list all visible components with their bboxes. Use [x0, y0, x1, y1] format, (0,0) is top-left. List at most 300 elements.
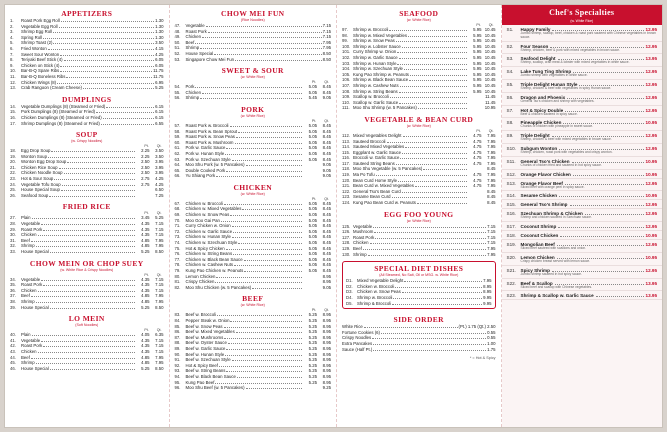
dot-leader — [224, 327, 302, 328]
item-price: 8.50 — [322, 56, 332, 62]
dot-leader — [36, 302, 135, 303]
specialty-number: S7. — [506, 107, 514, 113]
item-name: Shrimp w. Hunan Style — [353, 60, 397, 66]
item-name: Crispy Chicken — [185, 279, 215, 285]
item-number: 6. — [10, 45, 14, 51]
item-number: 51. — [174, 45, 181, 51]
item-price-pint: 4.85 — [141, 243, 150, 249]
item-price: 7.95 — [322, 45, 332, 51]
section-special-diet — [342, 261, 496, 309]
dot-leader — [415, 186, 467, 187]
item-name: Beef — [21, 354, 30, 360]
item-price-pint: 4.85 — [141, 360, 150, 366]
item-name: Mixed Vegetable Delight — [357, 278, 404, 284]
item-name: Shrimp — [21, 298, 35, 304]
specialty-price: 12.95 — [645, 242, 658, 248]
item-number: 43. — [10, 348, 16, 354]
item-number: 52. — [174, 50, 181, 56]
item-number: 79. — [174, 268, 181, 273]
item-price-pint: 5.05 — [308, 84, 318, 90]
item-name: Pork w. Garlic Sauce — [185, 145, 226, 151]
specialty-name: Spicy Shrimp — [520, 267, 550, 273]
item-name: Seafood Soup — [21, 192, 49, 198]
item-number: 115. — [342, 149, 351, 155]
item-price-pint: 4.75 — [473, 138, 482, 144]
item-name: Chicken — [21, 348, 37, 354]
item-name: House Special — [21, 365, 49, 371]
specialty-name: Sesame Chicken — [520, 193, 558, 199]
dot-leader — [244, 271, 302, 272]
item-price-pint: 5.95 — [473, 54, 482, 60]
dot-leader — [399, 103, 466, 104]
dot-leader — [216, 277, 302, 278]
dot-leader — [36, 363, 135, 364]
item-price: 6.55 — [155, 120, 164, 126]
section-subtitle: (Soft Noodles) — [75, 323, 99, 328]
item-name: Sauteed Mixed Vegetables — [353, 144, 405, 150]
size-header-pint: Pt. — [144, 272, 149, 277]
item-name: Plain — [21, 332, 31, 338]
item-name: Vegetable — [353, 223, 373, 229]
item-number: 45. — [10, 360, 16, 366]
item-number: 76. — [174, 251, 181, 257]
item-number: 21. — [10, 164, 16, 170]
dot-leader — [235, 143, 303, 144]
item-price-quart: 8.95 — [322, 345, 332, 351]
item-price-quart: 8.95 — [322, 351, 332, 357]
item-name: Shrimp Dumplings (8) (Steamed or Fried) — [21, 120, 100, 126]
item-price-pint: 5.05 — [308, 240, 318, 246]
item-number: 129. — [342, 246, 351, 251]
item-price: 7.15 — [487, 223, 496, 229]
item-number: 5. — [10, 40, 14, 46]
item-number: 11. — [10, 73, 16, 79]
item-number: 71. — [174, 223, 181, 229]
item-number: 69. — [174, 212, 181, 218]
item-price: 9.95 — [483, 300, 492, 306]
item-number: 41. — [10, 337, 16, 343]
specialty-price: 13.95 — [645, 280, 658, 286]
item-price-quart: 8.45 — [322, 212, 332, 218]
item-name: White Rice — [342, 324, 363, 330]
item-price-pint: 5.25 — [308, 368, 318, 374]
item-number: 1. — [10, 18, 14, 23]
item-number: 54. — [174, 84, 181, 90]
dot-leader — [596, 296, 644, 297]
size-header-quart: Qt. — [156, 144, 162, 149]
specialty-price: 10.95 — [645, 120, 658, 126]
specialty-number: S18. — [506, 233, 516, 239]
item-number: 83. — [174, 312, 181, 318]
item-number: 7. — [10, 51, 14, 57]
section-title: SIDE ORDER — [393, 315, 444, 325]
specialty-description: Crispy chicken breast served with lemon sauce. — [520, 258, 591, 263]
dot-leader — [83, 88, 154, 89]
item-name: Spring Roll — [21, 34, 43, 40]
dot-leader — [202, 37, 322, 38]
dot-leader — [373, 227, 486, 228]
specialty-item — [502, 80, 662, 93]
item-name: Beef w. Snow Peas — [185, 323, 223, 329]
dot-leader — [236, 137, 302, 138]
item-number: 97. — [342, 27, 348, 32]
dot-leader — [397, 64, 466, 65]
specialty-description: Shrimp, chicken, roast pork with vegetables and crispy wonton. — [520, 149, 613, 154]
size-header-pint: Pt. — [311, 80, 317, 85]
dot-leader — [225, 154, 302, 155]
size-header-quart: Qt. — [324, 80, 330, 85]
dot-leader — [43, 346, 134, 347]
item-name: Chicken Dumplings (8) (Steamed or Fried) — [21, 114, 102, 120]
item-price-pint: 5.05 — [308, 234, 318, 240]
item-price-quart: 7.15 — [155, 282, 164, 288]
dot-leader — [48, 157, 135, 158]
item-name: Teriyaki Beef Stick (4) — [21, 57, 63, 63]
dot-leader — [38, 291, 135, 292]
specialty-number: S22. — [506, 280, 516, 286]
item-price-quart: 8.45 — [322, 122, 332, 128]
item-name: Wonton Egg Drop Soup — [21, 159, 67, 165]
item-number: 75. — [174, 245, 181, 251]
specialty-item — [502, 170, 662, 179]
item-name: Chicken — [353, 240, 369, 246]
item-number: 64. — [174, 162, 181, 168]
item-price-quart: 10.45 — [484, 71, 496, 77]
specialty-item — [502, 200, 662, 209]
item-price-quart: 7.95 — [155, 360, 164, 366]
item-price: 7.15 — [487, 234, 496, 240]
specialty-item — [502, 291, 662, 300]
dot-leader — [224, 204, 302, 205]
item-price-quart: 8.45 — [322, 150, 332, 156]
item-price: 6.15 — [155, 103, 164, 109]
dot-leader — [387, 142, 467, 143]
dot-leader — [51, 151, 134, 152]
dot-leader — [395, 287, 482, 288]
item-name: Sweet Sour Wonton — [21, 51, 60, 57]
item-price-quart: 9.25 — [322, 385, 332, 391]
section-subtitle: (w. White Rice) — [240, 303, 265, 308]
item-name: Extra Pancakes — [342, 340, 373, 346]
specialty-name: Orange Flavor Beef — [520, 180, 563, 186]
item-name: Chicken Wings (8) — [21, 79, 57, 85]
dot-leader — [404, 281, 482, 282]
item-number: D5. — [346, 300, 353, 306]
item-number: 104. — [342, 66, 351, 72]
item-price-quart: 8.45 — [322, 217, 332, 223]
specialty-name: Pineapple Chicken — [520, 120, 562, 126]
dot-leader — [60, 55, 154, 56]
item-price-pint: 5.25 — [141, 249, 150, 254]
specialty-price: 12.95 — [645, 145, 658, 151]
item-number: 18. — [10, 148, 16, 154]
item-price-pint: 5.05 — [308, 245, 318, 251]
dot-leader — [53, 32, 154, 33]
item-price-pint: 2.50 — [141, 170, 150, 176]
dot-leader — [364, 327, 458, 328]
item-name: Fried Wonton — [21, 45, 47, 51]
item-name: Double Cooked Pork — [185, 167, 226, 173]
item-number: 49. — [174, 34, 181, 40]
dot-leader — [208, 32, 322, 33]
item-number: 15. — [10, 109, 16, 115]
specialty-number: S21. — [506, 267, 516, 273]
item-number: 2. — [10, 23, 14, 29]
item-number: 114. — [342, 144, 351, 150]
size-header-pint: Pt. — [311, 308, 317, 313]
menu-column-1 — [5, 5, 170, 427]
item-price-pint: 5.25 — [308, 317, 318, 323]
menu-item — [10, 305, 164, 311]
item-price-quart: 8.95 — [322, 362, 332, 368]
item-price-quart: 9.05 — [322, 173, 332, 179]
specialty-line — [507, 193, 657, 198]
item-price-quart: 7.95 — [487, 172, 496, 178]
specialty-price: 12.95 — [645, 211, 658, 217]
dot-leader — [61, 21, 154, 22]
item-name: Egg Drop Soup — [21, 148, 51, 154]
chef-specialties-subtitle: (w. White Rice) — [502, 19, 662, 25]
dot-leader — [402, 153, 467, 154]
item-number: 70. — [174, 217, 181, 223]
item-price-pint: 4.85 — [141, 298, 150, 304]
item-price-quart: 7.15 — [155, 287, 164, 293]
item-name: Roast Pork — [185, 28, 207, 34]
dot-leader — [398, 181, 467, 182]
specialty-item — [502, 67, 662, 80]
dot-leader — [228, 343, 302, 344]
item-name: Kung Pao Shrimp w. Peanuts — [353, 71, 409, 77]
item-price: 7.15 — [322, 23, 332, 28]
specialty-price: 10.95 — [645, 254, 658, 260]
item-name: Chicken w. Szechuan Style — [185, 240, 238, 246]
dot-leader — [230, 215, 302, 216]
item-name: Singapore Chow Mei Fun — [185, 56, 235, 62]
item-number: 90. — [174, 351, 181, 357]
item-number: 33. — [10, 249, 16, 254]
item-price-pint: 4.85 — [141, 354, 150, 360]
menu-item — [342, 200, 496, 206]
specialty-name: Mongolian Beef — [520, 242, 555, 248]
item-price-quart: 11.45 — [485, 99, 496, 105]
dot-leader — [31, 296, 135, 297]
dot-leader — [232, 226, 302, 227]
specialty-number: S10. — [506, 145, 516, 151]
specialty-item — [502, 118, 662, 131]
dot-leader — [195, 43, 321, 44]
specialty-description: Jumbo shrimp sauteed in hot spicy sauce. — [520, 271, 582, 276]
item-name: Roast Pork w. Broccoli — [185, 122, 229, 128]
item-number: 91. — [174, 357, 181, 363]
item-price-quart: 8.95 — [322, 279, 332, 285]
item-price-pint: 5.95 — [473, 82, 482, 88]
item-price-quart: 7.15 — [155, 226, 164, 232]
size-header-pint: Pt. — [476, 23, 481, 27]
item-number: 13. — [10, 85, 16, 91]
specialty-price: 10.95 — [645, 171, 658, 177]
item-price-quart: 7.25 — [155, 192, 164, 198]
specialty-description: Chunks of chicken with pineapple in sweet sauce. — [520, 124, 594, 129]
item-name: Mixed Vegetables Delight — [353, 132, 402, 138]
item-name: Ma Po Tofu — [353, 172, 375, 178]
item-name: Beef w. Garlic Sauce — [185, 345, 226, 351]
item-name: Chicken Rice Soup — [21, 164, 58, 170]
item-price-quart: 10.45 — [484, 49, 496, 55]
dot-leader — [48, 49, 154, 50]
item-number: 66. — [174, 173, 181, 179]
item-name: Vegetable — [21, 276, 41, 282]
item-number: 29. — [10, 226, 16, 232]
item-name: Vegetable — [185, 23, 205, 28]
dot-leader — [38, 352, 135, 353]
dot-leader — [396, 41, 467, 42]
item-price-pint: 4.75 — [473, 177, 482, 183]
specialty-price: 10.95 — [645, 193, 658, 199]
dot-leader — [200, 48, 322, 49]
item-name: Vegetable Egg Roll — [21, 23, 58, 29]
item-price-quart: 7.95 — [155, 293, 164, 299]
item-price-quart: 8.45 — [322, 89, 332, 95]
item-price-quart: 8.45 — [322, 223, 332, 229]
dot-leader — [31, 241, 135, 242]
specialty-price: 12.95 — [645, 27, 658, 32]
item-price-pint: 5.05 — [308, 262, 318, 268]
dot-leader — [54, 179, 134, 180]
specialty-description: General Tso's chicken and shrimp with vegetables. — [520, 98, 595, 103]
item-number: 110. — [342, 99, 351, 105]
item-name: Kung Pao Bean Curd w. Peanuts — [353, 200, 416, 206]
section-subtitle: (w. White Rice) — [240, 113, 265, 118]
specialty-number: S1. — [506, 27, 514, 32]
dot-leader — [392, 304, 482, 305]
menu-item — [10, 121, 164, 127]
item-number: 99. — [342, 38, 348, 44]
item-price-quart: 10.45 — [484, 54, 496, 60]
item-name: Shrimp — [185, 95, 200, 101]
dot-leader — [200, 98, 302, 99]
specialty-name: Shrimp & Scallop w. Garlic Sauce — [520, 293, 594, 299]
item-price-quart: 10.45 — [484, 27, 496, 32]
item-number: 39. — [10, 304, 16, 310]
item-name: Beef — [21, 237, 30, 243]
item-price-quart: 7.95 — [487, 155, 496, 161]
dot-leader — [206, 26, 322, 27]
item-price-pint: 5.95 — [473, 38, 482, 44]
dot-leader — [226, 349, 302, 350]
specialty-number: S8. — [506, 120, 514, 126]
dot-leader — [214, 54, 321, 55]
dot-leader — [226, 171, 302, 172]
specialty-name: Lemon Chicken — [520, 254, 555, 260]
item-name: Shrimp w. Black Bean Sauce — [353, 77, 409, 83]
item-number: 126. — [342, 229, 351, 235]
item-price-pint: 5.05 — [308, 200, 318, 206]
item-price-pint: 4.35 — [141, 343, 150, 349]
item-price-pint: 5.95 — [473, 66, 482, 72]
dot-leader — [216, 176, 302, 177]
item-price-quart: 8.95 — [322, 357, 332, 363]
specialty-item — [502, 25, 662, 42]
item-price-quart: 8.45 — [487, 194, 496, 200]
item-number: 42. — [10, 343, 16, 349]
item-name: Beef w. String Beans — [185, 368, 226, 374]
item-price-quart: 10.45 — [484, 77, 496, 83]
item-number: 62. — [174, 150, 181, 156]
item-price-quart: 8.45 — [322, 139, 332, 145]
size-header-pint: Pt. — [311, 196, 317, 201]
item-number: 73. — [174, 234, 181, 240]
item-price-quart: 7.95 — [487, 160, 496, 166]
specialty-name: Orange Flavor Chicken — [520, 171, 571, 177]
item-price-quart: 7.95 — [155, 237, 164, 243]
item-name: Beef w. Black Bean Sauce — [185, 373, 236, 379]
item-name: Eggplant w. Garlic Sauce — [353, 149, 402, 155]
item-price: 6.95 — [155, 79, 164, 85]
dot-leader — [226, 148, 302, 149]
item-number: 25. — [10, 187, 16, 193]
specialty-price: 12.95 — [645, 43, 658, 49]
dot-leader — [32, 218, 135, 219]
dot-leader — [252, 288, 302, 289]
item-number: 47. — [174, 23, 181, 28]
specialty-description: Jumbo shrimp with vegetables in white sauce. — [520, 73, 588, 78]
specialty-item — [502, 191, 662, 200]
specialty-description: Shrimp, chicken, beef & pork with mixed vegetables in brown sauce. — [520, 47, 621, 52]
menu-item — [10, 193, 164, 199]
specialty-item — [502, 253, 662, 266]
item-number: 103. — [342, 60, 351, 66]
dot-leader — [246, 388, 303, 389]
item-price-pint: 5.25 — [308, 323, 318, 329]
item-price-pint: 2.75 — [141, 181, 150, 187]
item-price-pint: 5.05 — [308, 156, 318, 162]
dot-leader — [43, 285, 134, 286]
item-price: 6.15 — [155, 114, 164, 120]
specialty-number: S19. — [506, 242, 516, 248]
dot-leader — [41, 224, 134, 225]
item-name: Chicken w. Snow Peas — [185, 212, 230, 218]
item-price-quart: 8.45 — [322, 228, 332, 234]
item-price-quart: 4.25 — [155, 181, 164, 187]
item-number: 124. — [342, 200, 351, 206]
item-name: Kung Pao Beef — [185, 379, 215, 385]
item-price-pint: 4.35 — [141, 282, 150, 288]
dot-leader — [31, 358, 135, 359]
item-price-quart: 8.45 — [322, 245, 332, 251]
item-name: Bean Curd w. Mixed Vegetables — [353, 183, 414, 189]
dot-leader — [423, 169, 466, 170]
dot-leader — [559, 196, 643, 197]
dot-leader — [217, 315, 302, 316]
dot-leader — [235, 60, 322, 61]
specialty-price: 13.95 — [645, 56, 658, 62]
item-price-pint: 5.05 — [308, 256, 318, 262]
item-price-quart: 4.25 — [155, 176, 164, 182]
specialty-line — [507, 293, 657, 298]
dot-leader — [230, 126, 303, 127]
specialty-price: 12.95 — [645, 224, 658, 230]
item-number: 36. — [10, 287, 16, 293]
item-name: House Special — [185, 50, 214, 56]
size-header-quart: Qt. — [324, 308, 330, 313]
specialty-name: Szechuan Shrimp & Chicken — [520, 211, 583, 217]
item-number: 53. — [174, 56, 181, 62]
specialty-name: Four Season — [520, 43, 549, 49]
section-soup — [10, 130, 164, 198]
item-price-quart: 10.45 — [484, 38, 496, 44]
item-price-quart: 9.05 — [322, 284, 332, 290]
item-price-pint: 5.25 — [308, 345, 318, 351]
